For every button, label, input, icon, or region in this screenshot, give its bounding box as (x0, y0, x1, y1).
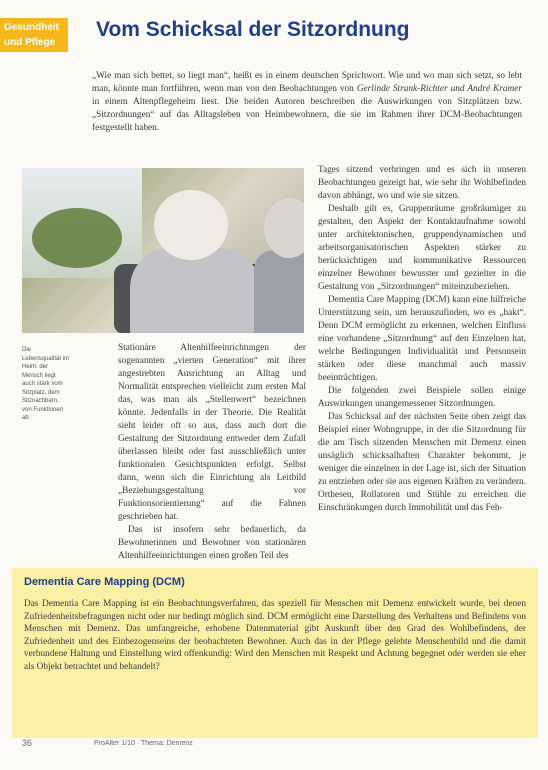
col-b-paragraph-1: Tages sitzend verbringen und es sich in unseren Beobachtungen gezeigt hat, wie sehr ihr Wohlbefinden davon abhängt, wo und wie sie sitzen. (318, 165, 526, 201)
photo-caption: Die Lebensqualität im Heim: der Mensch liegt auch stark vom Sitzplatz, dem Sitznachbarn, von Funktionen ab (22, 347, 70, 421)
lead-text-2: in einem Altenpflegeheim liest. Die beiden Autoren beschreiben die Auswirkungen von Sitzplätzen bzw. „Sitzordnungen“ auf das Alltagsleben von Heimbewohnern, die sie im Rahmen ihrer DCM-Beobachtungen festgestellt haben. (92, 97, 522, 133)
page-number: 36 (22, 738, 33, 748)
column-right (318, 164, 526, 515)
info-box-title: Dementia Care Mapping (DCM) (24, 576, 185, 588)
col-b-paragraph-5: Das Schicksal auf der nächsten Seite oben zeigt das Beispiel einer Wohngruppe, in der die Sitzordnung für die am Tisch sitzenden Menschen mit Demenz einen unsäglich schicksalhaften Charakter bekommt, je weniger die einzelnen in der Lage ist, sich der Situation zu entziehen oder sie aus eigenen Kräften zu verändern. Orthesen, Rollatoren und Stühle zu erreichen die Einschränkungen durch Immobilität und das Feh- (318, 412, 526, 513)
lead-paragraph (92, 70, 522, 135)
info-box-text: Das Dementia Care Mapping ist ein Beobachtungsverfahren, das speziell für Menschen mit Demenz entwickelt wurde, bei denen Zufriedenheitsbefragungen nicht oder nur bedingt möglich sind. DCM ermöglicht eine Darstellung des Verhaltens und Befindens von Menschen mit Demenz. Das umfangreiche, erhobene Datenmaterial gibt Auskunft über den Grad des Wohlbefindens, der Zufriedenheit und des Einbezogenseins der beobachteten Bewohner. Auch das in der Pflege gelebte Menschenbild und die damit verbundene Haltung und Einstellung wird offenkundig: Wird den Menschen mit Respekt und Achtung begegnet oder werden sie eher als Objekt betrachtet und behandelt? (24, 599, 526, 672)
col-b-paragraph-2: Deshalb gilt es, Gruppenräume großräumiger zu gestalten, den Aspekt der Kontaktaufnahme sowohl unter architektonischen, gruppendynamischen und arbeitsorganisatorischen Aspekten stärker zu berücksichtigen und kommunikative Ressourcen einzelner Bewohner bewusster und gezielter in die Gestaltung von „Sitzordnungen“ miteinzubeziehen. (318, 204, 526, 292)
photo-person-2 (254, 250, 304, 333)
photo-person-1-head (154, 190, 228, 260)
col-a-paragraph-1: Stationäre Altenhilfeeinrichtungen der sogenannten „vierten Generation“ mit ihrer angestrebten Ausrichtung an Alltag und Normalität entsprechen vielleicht zum ersten Mal das, was man als „Stellenwert“ bezeichnen könnte. Jedenfalls in der Theorie. Die Realität sieht leider oft so aus, dass auch dort die Gestaltung der Sitzordnung entweder dem Zufall überlassen bleibt oder fast ausschließlich unter funktionalen Gesichtspunkten erfolgt. Selbst dann, wenn sich die Einrichtung als Leitbild „Beziehungsgestaltung vor Funktionsorientierung“ auf die Fahnen geschrieben hat. (118, 343, 306, 522)
section-tag: Gesundheit und Pflege (0, 18, 68, 52)
info-box (12, 568, 538, 738)
lead-text-1: „Wie man sich bettet, so liegt man“, heißt es in einem deutschen Sprichwort. Wie und wo man sich setzt, so lebt man, könnte man fortführen, wenn man von den Beobachtungen von (92, 71, 522, 94)
col-b-paragraph-4: Die folgenden zwei Beispiele sollen einige Auswirkungen unangemessener Sitzordnungen. (318, 386, 526, 409)
column-left (118, 342, 306, 563)
photo-person-1 (130, 248, 260, 333)
photo-plant (32, 208, 122, 268)
col-a-paragraph-2: Das ist insofern sehr bedauerlich, da Bewohnerinnen und Bewohner von stationären Altenhilfeeinrichtungen einen großen Teil des (118, 525, 306, 561)
article-photo (22, 168, 304, 333)
lead-authors: Gerlinde Strunk-Richter und André Kramer (356, 84, 522, 94)
photo-person-2-head (264, 198, 304, 258)
page-title: Vom Schicksal der Sitzordnung (96, 18, 410, 41)
footer-reference: ProAlter 1/10 · Thema: Demenz (94, 740, 193, 747)
col-b-paragraph-3: Dementia Care Mapping (DCM) kann eine hilfreiche Unterstützung sein, um herauszufinden, wo es „hakt“. Denn DCM ermöglicht zu erkennen, welchen Einfluss eine vorhandene „Sitzordnung“ auf den Einzelnen hat, welche Bedingungen Individualität und Personsein stärken oder diese manchmal auch massiv beeinträchtigen. (318, 295, 526, 383)
